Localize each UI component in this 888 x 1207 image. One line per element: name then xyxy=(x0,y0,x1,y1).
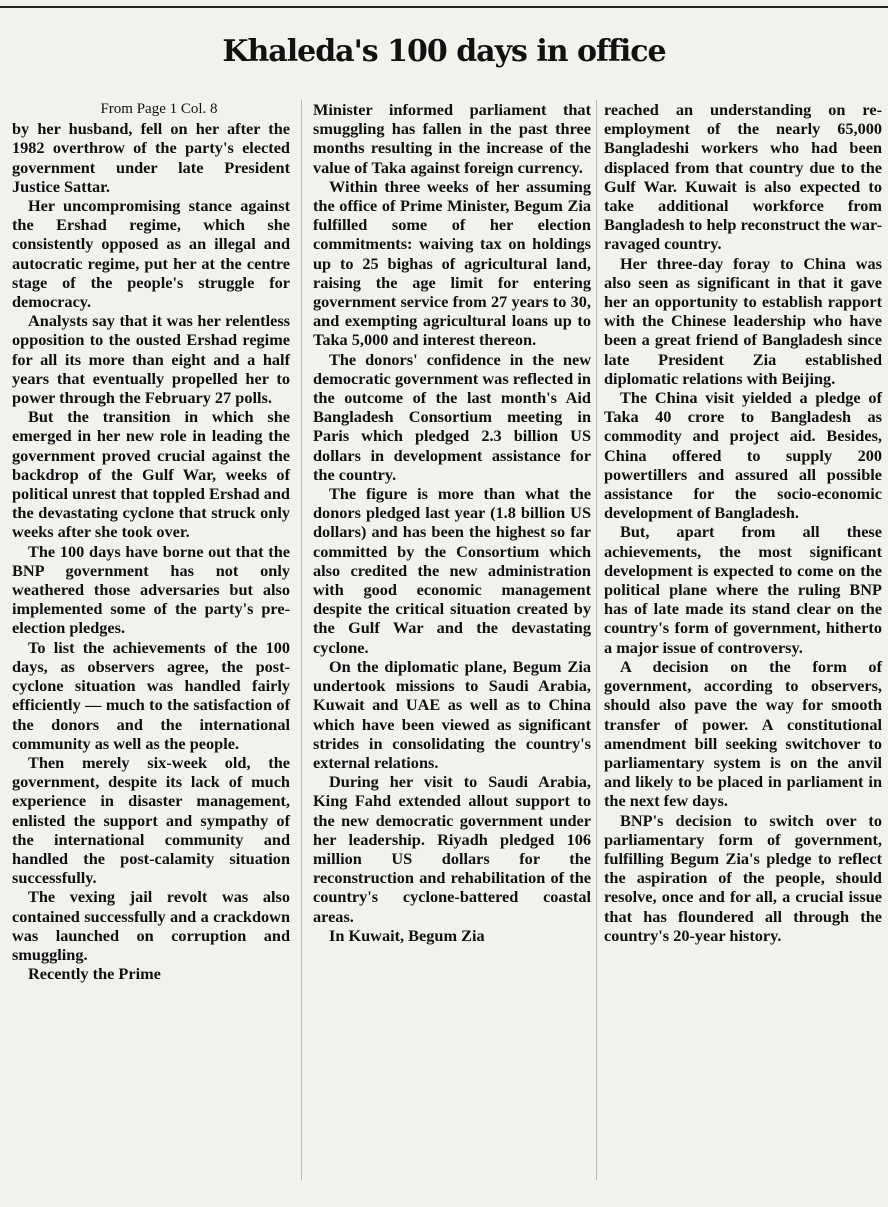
article-paragraph: A decision on the form of government, according to observers, should also pave the way for smooth transfer of power. A constitutional amendment bill seeking switchover to parliamentary system is on the anvil and likely to be placed in parliament in the next few days. xyxy=(604,656,882,811)
article-paragraph: The vexing jail revolt was also contained successfully and a crackdown was launched on corruption and smuggling. xyxy=(12,887,290,964)
article-paragraph: Her three-day foray to China was also seen as significant in that it gave her an opportunity to establish rapport with the Chinese leadership who have been a great friend of Bangladesh since late President Zia established diplomatic relations with Beijing. xyxy=(604,253,882,388)
article-paragraph: In Kuwait, Begum Zia xyxy=(329,925,485,945)
article-paragraph: Analysts say that it was her relentless opposition to the ousted Ershad regime for all its more than eight and a half years that eventually propelled her to power through the February 27 polls. xyxy=(12,311,290,408)
column-divider xyxy=(301,100,302,1180)
article-paragraph: On the diplomatic plane, Begum Zia undertook missions to Saudi Arabia, Kuwait and UAE as well as to China which have been viewed as significant strides in consolidating the country's external relations. xyxy=(313,656,591,772)
article-paragraph: The China visit yielded a pledge of Taka 40 crore to Bangladesh as commodity and project aid. Besides, China offered to supply 200 powertillers and assured all possible assistance for the socio-economic development of Bangladesh. xyxy=(604,388,882,523)
article-paragraph: To list the achievements of the 100 days, as observers agree, the post-cyclone situation was handled fairly efficiently — much to the satisfaction of the donors and the international community as well as the people. xyxy=(12,637,290,753)
article-paragraph: Her uncompromising stance against the Ershad regime, which she consistently opposed as an illegal and autocratic regime, put her at the centre stage of the people's struggle for democracy. xyxy=(12,196,290,312)
headline: Khaleda's 100 days in office xyxy=(222,34,666,69)
article-paragraph: by her husband, fell on her after the 1982 overthrow of the party's elected government under late President Justice Sattar. xyxy=(12,119,290,196)
article-column-1 xyxy=(12,100,290,983)
article-paragraph: The figure is more than what the donors pledged last year (1.8 billion US dollars) and has been the highest so far committed by the Consortium which also credited the new administration with good economic management despite the critical situation created by the Gulf War and the devastating cyclone. xyxy=(313,484,591,657)
jump-line: From Page 1 Col. 8 xyxy=(100,101,218,117)
article-paragraph: Minister informed parliament that smuggling has fallen in the past three months resulting in the increase of the value of Taka against foreign currency. xyxy=(313,100,591,177)
article-paragraph: The donors' confidence in the new democratic government was reflected in the outcome of the last month's Aid Bangladesh Consortium meeting in Paris which pledged 2.3 billion US dollars in development assistance for the country. xyxy=(313,349,591,484)
article-paragraph: The 100 days have borne out that the BNP government has not only weathered those adversaries but also implemented some of the party's pre-election pledges. xyxy=(12,541,290,638)
article-paragraph: But, apart from all these achievements, the most significant development is expected to come on the political plane where the ruling BNP has of late made its stand clear on the country's form of government, hitherto a major issue of controversy. xyxy=(604,522,882,657)
article-paragraph: Within three weeks of her assuming the office of Prime Minister, Begum Zia fulfilled some of her election commitments: waiving tax on holdings up to 25 bighas of agricultural land, raising the age limit for entering government service from 27 years to 30, and exempting agricultural loans up to Taka 5,000 and interest thereon. xyxy=(313,176,591,350)
article-paragraph: BNP's decision to switch over to parliamentary form of government, fulfilling Begum Zia's pledge to reflect the aspiration of the people, should resolve, once and for all, a crucial issue that has floundered all through the country's 20-year history. xyxy=(604,810,882,945)
article-column-3 xyxy=(604,100,882,945)
article-paragraph: During her visit to Saudi Arabia, King Fahd extended allout support to the new democratic government under her leadership. Riyadh pledged 106 million US dollars for the reconstruction and rehabilitation of the country's cyclone-battered coastal areas. xyxy=(313,772,591,926)
article-column-2 xyxy=(313,100,591,945)
article-paragraph: reached an understanding on re-employment of the nearly 65,000 Bangladeshi workers who had been displaced from that country due to the Gulf War. Kuwait is also expected to take additional workforce from Bangladesh to help reconstruct the war-ravaged country. xyxy=(604,100,882,254)
article-paragraph: But the transition in which she emerged in her new role in leading the government proved crucial against the backdrop of the Gulf War, weeks of political unrest that toppled Ershad and the devastating cyclone that struck only weeks after she took over. xyxy=(12,407,290,542)
article-paragraph: Then merely six-week old, the government, despite its lack of much experience in disaster management, enlisted the support and sympathy of the international community and handled the post-calamity situation successfully. xyxy=(12,752,290,888)
article-paragraph: Recently the Prime xyxy=(28,964,161,984)
column-divider xyxy=(596,100,597,1180)
